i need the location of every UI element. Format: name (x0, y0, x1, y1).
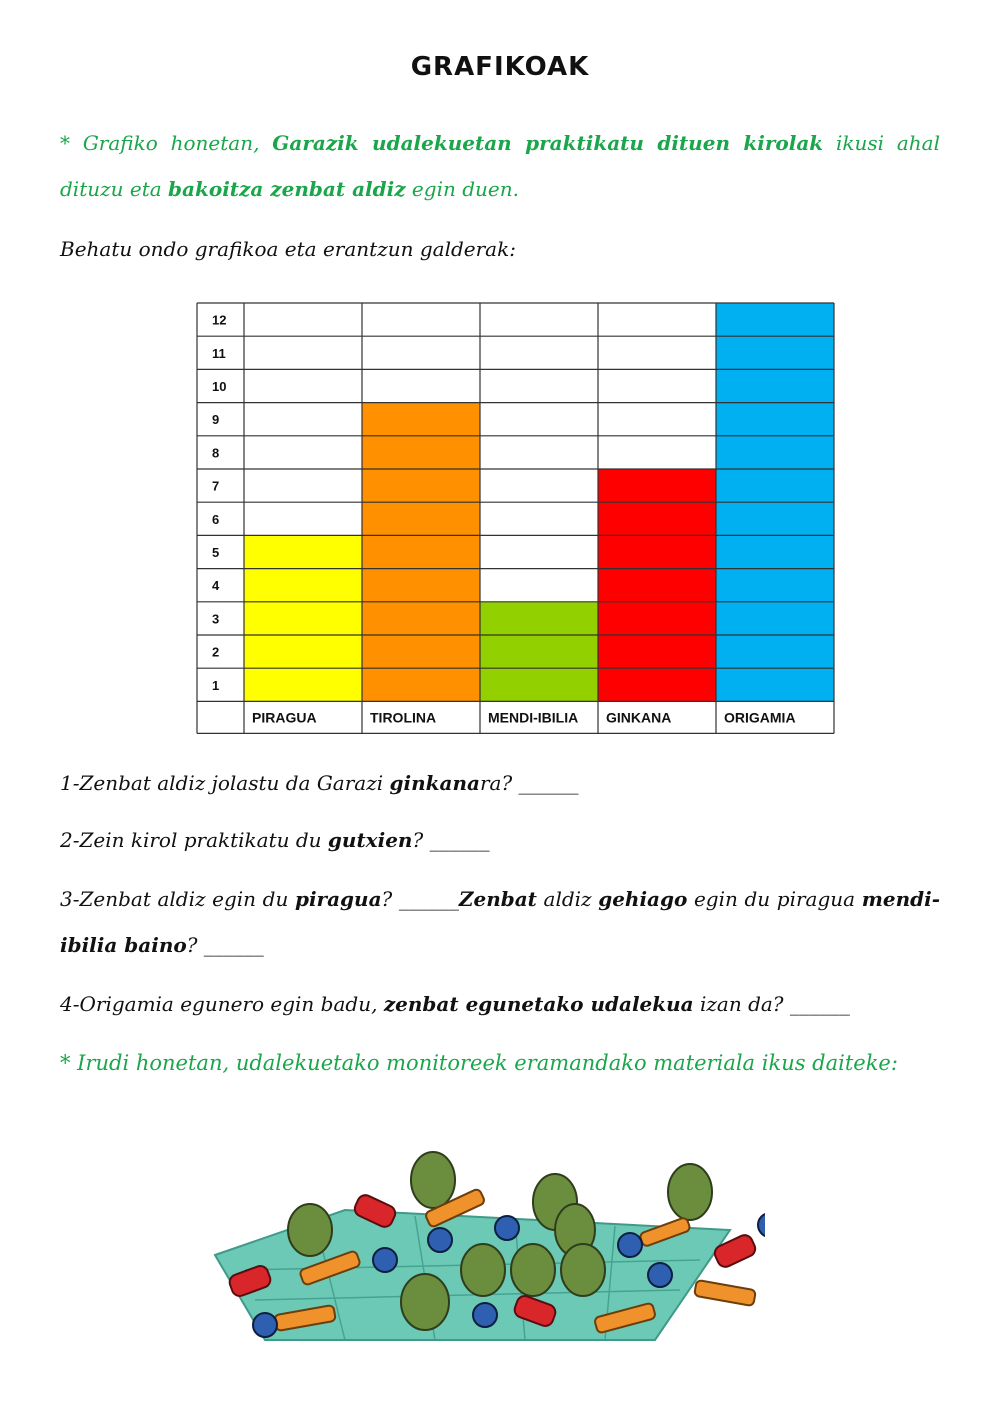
y-tick-label: 10 (212, 379, 227, 394)
star-marker: * (60, 131, 83, 155)
compass-icon (373, 1248, 397, 1272)
x-tick-label: ORIGAMIA (724, 709, 796, 726)
compass-icon (618, 1233, 642, 1257)
y-tick-label: 9 (212, 412, 220, 428)
x-tick-label: GINKANA (606, 709, 672, 726)
canteen-icon (401, 1274, 449, 1330)
compass-icon (473, 1303, 497, 1327)
q3-blank: ? ______ (381, 887, 459, 911)
flashlight-icon (694, 1280, 756, 1306)
y-tick-label: 12 (212, 312, 227, 328)
y-tick-label: 2 (212, 644, 220, 660)
q3-text-2: aldiz (536, 887, 599, 911)
intro-bold-1: Garazik udalekuetan praktikatu dituen kirolak (272, 131, 824, 155)
q1-bold: ginkana (389, 771, 480, 795)
page-title: GRAFIKOAK (410, 52, 590, 82)
intro-text-3: egin duen. (405, 177, 519, 201)
intro-paragraph (60, 120, 940, 212)
y-tick-label: 5 (212, 545, 220, 560)
bar-piragua (244, 535, 362, 701)
intro-text-2: ikusi ahal dituzu eta (60, 131, 941, 201)
q3-bold-1: piragua (294, 887, 382, 911)
question-2 (60, 817, 940, 863)
bar-mendi-ibilia (480, 602, 598, 702)
y-tick-label: 8 (212, 445, 220, 461)
q2-bold: gutxien (327, 828, 413, 852)
q4-text: 4-Origamia egunero egin badu, (60, 992, 384, 1016)
canteen-icon (411, 1152, 455, 1208)
compass-icon (428, 1228, 452, 1252)
y-tick-label: 1 (212, 677, 220, 693)
canteen-icon (668, 1164, 712, 1220)
y-tick-label: 3 (212, 611, 220, 627)
bar-tirolina (362, 403, 480, 702)
question-3 (60, 876, 940, 968)
compass-icon (758, 1213, 765, 1237)
x-tick-label: TIROLINA (370, 709, 437, 726)
q1-text: 1-Zenbat aldiz jolastu da Garazi (60, 771, 390, 795)
y-tick-label: 4 (212, 578, 220, 594)
q1-tail: ra? ______ (479, 771, 579, 795)
bar-chart-svg (196, 302, 836, 736)
q3-text: 3-Zenbat aldiz egin du (60, 887, 295, 911)
bar-chart (196, 302, 836, 736)
canteen-icon (511, 1244, 555, 1296)
q3-bold-4: mendi-ibilia baino (60, 887, 940, 957)
q2-text: 2-Zein kirol praktikatu du (60, 828, 328, 852)
illustration-caption: * Irudi honetan, udalekuetako monitoreek eramandako materiala ikus daiteke: (60, 1051, 898, 1075)
canteen-icon (288, 1204, 332, 1256)
q4-bold: zenbat egunetako udalekua (383, 992, 694, 1016)
instruction: Behatu ondo grafikoa eta erantzun galderak: (60, 237, 516, 261)
compass-icon (495, 1216, 519, 1240)
question-4 (60, 981, 940, 1027)
x-tick-label: PIRAGUA (252, 709, 317, 726)
y-tick-label: 11 (212, 345, 226, 361)
canteen-icon (461, 1244, 505, 1296)
canteen-icon (561, 1244, 605, 1296)
q2-tail: ? ______ (412, 828, 490, 852)
intro-text-1: Grafiko honetan, (82, 131, 273, 155)
compass-icon (648, 1263, 672, 1287)
compass-icon (253, 1313, 277, 1337)
intro-bold-2: bakoitza zenbat aldiz (168, 177, 406, 201)
y-tick-label: 6 (212, 511, 220, 527)
illustration-svg (185, 1140, 765, 1355)
q4-tail: izan da? ______ (693, 992, 850, 1016)
q3-bold-3: gehiago (598, 887, 688, 911)
bar-ginkana (598, 469, 716, 701)
question-1 (60, 760, 940, 806)
x-tick-label: MENDI-IBILIA (488, 709, 579, 726)
q3-tail: ? ______ (186, 933, 264, 957)
camping-material-illustration (185, 1140, 765, 1359)
y-tick-label: 7 (212, 478, 220, 494)
q3-bold-2: Zenbat (458, 887, 537, 911)
q3-text-3: egin du piragua (687, 887, 862, 911)
